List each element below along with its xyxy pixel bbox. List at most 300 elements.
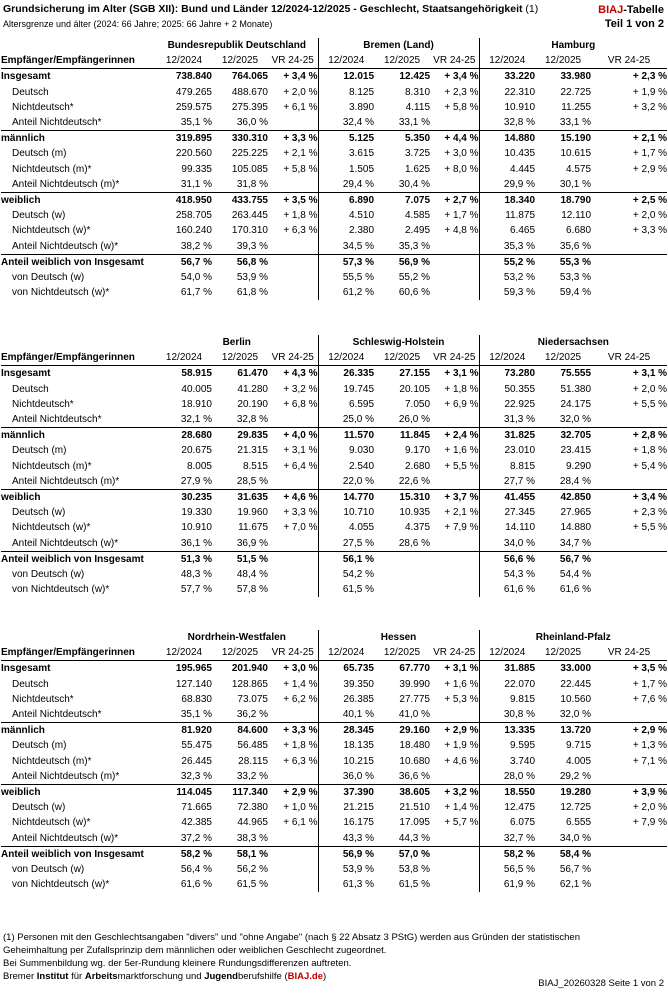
row-label: Deutsch (w) [12, 802, 66, 814]
change-value: + 3,3 % [268, 723, 318, 739]
table-row [1, 707, 667, 723]
count-value: 11.255 [561, 101, 592, 113]
count-value: 33.220 [479, 69, 535, 85]
count-value: 41.280 [237, 383, 268, 395]
count-value: 54,2 % [318, 567, 374, 582]
count-value: 9.815 [479, 692, 535, 707]
change-value: + 2,9 % [591, 723, 667, 739]
change-value: + 3,5 % [591, 661, 667, 677]
row-label: Deutsch (w) [12, 507, 66, 519]
change-value: + 1,6 % [444, 678, 479, 690]
change-value: + 7,0 % [283, 522, 318, 534]
row-label: männlich [1, 428, 156, 444]
table-row [1, 551, 667, 567]
table-row [1, 412, 667, 428]
count-value: 58,2 % [156, 846, 212, 862]
change-value [268, 474, 318, 490]
count-value: 488.670 [231, 86, 268, 98]
row-label: Nichtdeutsch* [12, 693, 74, 705]
count-value: 8.005 [186, 460, 212, 472]
row-label: Nichtdeutsch (w)* [12, 225, 91, 237]
change-value: + 6,2 % [283, 693, 318, 705]
row-label: Nichtdeutsch* [12, 398, 74, 410]
row-label: Anteil Nichtdeutsch (w)* [12, 240, 119, 252]
change-value: + 3,3 % [268, 131, 318, 147]
change-value [591, 862, 667, 877]
count-value: 61,3 % [318, 877, 374, 892]
count-value: 61,6 % [180, 879, 212, 891]
column-header-vr: VR 24-25 [607, 647, 651, 659]
count-value: 4.375 [404, 522, 431, 534]
count-value: 53,9 % [236, 271, 268, 283]
change-value [591, 582, 667, 597]
count-value: 28,0 % [479, 769, 535, 785]
count-value: 33,2 % [236, 770, 268, 782]
count-value [374, 582, 430, 597]
column-header-vr: VR 24-25 [433, 55, 476, 67]
count-value: 18.790 [535, 192, 591, 208]
count-value: 55,5 % [318, 270, 374, 285]
change-value: + 6,1 % [283, 817, 318, 829]
count-value: 54,4 % [559, 568, 592, 580]
change-value: + 1,4 % [283, 678, 318, 690]
column-header-vr: VR 24-25 [271, 352, 314, 364]
table-row [1, 443, 667, 458]
count-value: 54,3 % [479, 567, 535, 582]
count-value: 56,5 % [479, 862, 535, 877]
count-value: 19.960 [237, 507, 268, 519]
change-value [591, 474, 667, 490]
page-title [3, 3, 538, 15]
count-value: 29.160 [374, 723, 430, 739]
count-value: 32,0 % [559, 414, 592, 426]
column-header-2024: 12/2024 [479, 350, 535, 366]
count-value: 105.085 [231, 163, 268, 175]
change-value [430, 115, 479, 131]
count-value: 56,9 % [374, 254, 430, 270]
row-label: Anteil weiblich von Insgesamt [1, 254, 156, 270]
row-label: Deutsch [12, 678, 49, 690]
count-value: 22,6 % [398, 475, 431, 487]
change-value: + 3,0 % [268, 661, 318, 677]
count-value: 54,0 % [180, 271, 212, 283]
count-value: 31,3 % [479, 412, 535, 428]
table-row [1, 723, 667, 739]
count-value: 1.625 [404, 163, 431, 175]
change-value: + 6,8 % [283, 398, 318, 410]
table-row [1, 754, 667, 769]
table-row [1, 366, 667, 382]
count-value: 14.880 [560, 522, 592, 534]
change-value [268, 846, 318, 862]
count-value: 8.815 [479, 459, 535, 474]
region-header-row [1, 630, 667, 645]
column-header-2024: 12/2024 [165, 647, 203, 659]
count-value: 59,3 % [479, 285, 535, 300]
change-value [268, 177, 318, 193]
change-value: + 5,8 % [444, 101, 479, 113]
count-value: 26.445 [181, 755, 212, 767]
count-value: 27,7 % [479, 474, 535, 490]
row-label: Deutsch (m) [12, 740, 67, 752]
count-value: 25,0 % [318, 412, 374, 428]
change-value: + 3,9 % [591, 784, 667, 800]
count-value: 6.680 [566, 225, 592, 237]
count-value: 57,3 % [318, 254, 374, 270]
change-value [430, 567, 479, 582]
count-value: 195.965 [156, 661, 212, 677]
count-value: 22.070 [479, 677, 535, 692]
change-value [268, 535, 318, 551]
count-value: 73.280 [479, 366, 535, 382]
count-value: 22.445 [560, 678, 592, 690]
count-value: 2.380 [318, 223, 374, 238]
change-value: + 1,9 % [444, 740, 479, 752]
count-value: 10.435 [479, 146, 535, 161]
change-value [591, 877, 667, 892]
count-value: 37.390 [318, 784, 374, 800]
change-value [591, 567, 667, 582]
column-header-2025: 12/2025 [544, 55, 582, 67]
change-value: + 5,5 % [444, 460, 479, 472]
count-value: 6.465 [479, 223, 535, 238]
count-value: 56,9 % [318, 846, 374, 862]
count-value: 27,5 % [318, 535, 374, 551]
change-value [430, 254, 479, 270]
count-value: 4.055 [318, 520, 374, 535]
change-value: + 5,5 % [632, 522, 668, 534]
count-value: 26.385 [318, 692, 374, 707]
row-label: Insgesamt [1, 366, 156, 382]
row-label: Anteil weiblich von Insgesamt [1, 551, 156, 567]
change-value [591, 285, 667, 300]
count-value: 11.675 [238, 522, 268, 534]
region-name: Nordrhein-Westfalen [187, 632, 286, 644]
count-value: 30,1 % [559, 178, 592, 190]
change-value: + 3,2 % [632, 101, 668, 113]
change-value [430, 177, 479, 193]
count-value: 18.550 [479, 784, 535, 800]
page-info: BIAJ_20260328 Seite 1 von 2 [538, 978, 664, 989]
column-header-vr: VR 24-25 [271, 647, 314, 659]
count-value: 53,8 % [398, 863, 430, 875]
region-name: Bundesrepublik Deutschland [167, 40, 306, 52]
table-row [1, 397, 667, 412]
count-value: 28,4 % [559, 475, 592, 487]
count-value: 55,2 % [479, 254, 535, 270]
change-value [268, 412, 318, 428]
change-value: + 1,8 % [632, 445, 668, 457]
count-value: 114.045 [156, 784, 212, 800]
count-value: 62,1 % [559, 879, 592, 891]
count-value: 27.155 [374, 366, 430, 382]
table-row [1, 769, 667, 785]
count-value: 35,1 % [180, 117, 212, 129]
count-value: 5.350 [374, 131, 430, 147]
change-value: + 2,0 % [283, 86, 318, 98]
count-value: 5.125 [318, 131, 374, 147]
row-label: von Nichtdeutsch (w)* [12, 287, 110, 299]
change-value: + 1,7 % [444, 210, 479, 222]
column-header-row [1, 53, 667, 69]
column-header-2025: 12/2025 [383, 352, 421, 364]
change-value: + 7,9 % [632, 817, 668, 829]
count-value: 59,4 % [559, 287, 592, 299]
corner-cell [1, 38, 156, 53]
count-value: 42.385 [181, 817, 212, 829]
count-value: 2.680 [404, 460, 431, 472]
change-value: + 2,8 % [591, 428, 667, 444]
change-value [268, 707, 318, 723]
count-value: 72.380 [237, 802, 268, 814]
change-value [591, 551, 667, 567]
count-value: 34,5 % [318, 238, 374, 254]
count-value: 56,1 % [318, 551, 374, 567]
table-block-2 [1, 335, 667, 597]
row-label: männlich [1, 723, 156, 739]
count-value: 9.170 [404, 445, 431, 457]
change-value: + 2,5 % [591, 192, 667, 208]
table-row [1, 474, 667, 490]
count-value: 9.595 [479, 738, 535, 753]
change-value: + 3,4 % [591, 489, 667, 505]
count-value: 3.725 [404, 148, 431, 160]
change-value: + 1,7 % [632, 678, 668, 690]
change-value: + 2,4 % [430, 428, 479, 444]
count-value: 738.840 [156, 69, 212, 85]
count-value: 7.050 [404, 398, 431, 410]
count-value: 22,0 % [318, 474, 374, 490]
table-block-3 [1, 630, 667, 892]
count-value: 36,2 % [236, 709, 268, 721]
change-value [591, 830, 667, 846]
row-label: Anteil Nichtdeutsch* [12, 709, 102, 721]
count-value: 6.555 [565, 817, 592, 829]
change-value: + 1,7 % [632, 148, 668, 160]
row-label: von Nichtdeutsch (w)* [12, 584, 110, 596]
table-row [1, 567, 667, 582]
count-value: 56,6 % [479, 551, 535, 567]
table-row [1, 661, 667, 677]
count-value: 11.570 [318, 428, 374, 444]
change-value: + 1,4 % [444, 802, 479, 814]
count-value: 18.480 [399, 740, 430, 752]
count-value: 9.030 [318, 443, 374, 458]
count-value: 14.110 [479, 520, 535, 535]
region-header-row [1, 38, 667, 53]
region-name: Bremen (Land) [318, 38, 479, 53]
count-value: 201.940 [212, 661, 268, 677]
count-value: 28.680 [156, 428, 212, 444]
count-value: 127.140 [175, 678, 212, 690]
table-row [1, 877, 667, 892]
count-value: 61,6 % [479, 582, 535, 597]
table-row [1, 285, 667, 300]
table-row [1, 784, 667, 800]
count-value: 23.415 [560, 445, 592, 457]
count-value: 39,3 % [236, 240, 268, 252]
column-header-2024: 12/2024 [479, 645, 535, 661]
column-header-vr: VR 24-25 [607, 352, 651, 364]
change-value [430, 535, 479, 551]
count-value: 764.065 [212, 69, 268, 85]
count-value: 33,1 % [398, 117, 431, 129]
count-value: 19.330 [181, 507, 212, 519]
row-label: Insgesamt [1, 69, 156, 85]
count-value: 58,4 % [535, 846, 591, 862]
count-value: 38,3 % [236, 832, 268, 844]
table-row [1, 815, 667, 830]
column-header-vr: VR 24-25 [607, 55, 651, 67]
column-header-2025: 12/2025 [383, 55, 421, 67]
count-value: 32,7 % [479, 830, 535, 846]
corner-cell [1, 335, 156, 350]
organization-link[interactable]: BIAJ.de [287, 971, 323, 982]
row-label: Anteil Nichtdeutsch* [12, 414, 102, 426]
row-label: von Deutsch (w) [12, 863, 85, 875]
count-value: 20.675 [181, 445, 212, 457]
count-value: 6.890 [318, 192, 374, 208]
change-value [268, 582, 318, 597]
count-value: 61,9 % [479, 877, 535, 892]
count-value: 12.425 [374, 69, 430, 85]
count-value: 39.350 [318, 677, 374, 692]
change-value: + 2,3 % [632, 507, 668, 519]
count-value: 23.010 [479, 443, 535, 458]
table-row [1, 738, 667, 753]
change-value: + 3,4 % [268, 69, 318, 85]
count-value: 32,0 % [559, 709, 592, 721]
change-value: + 5,5 % [632, 398, 668, 410]
change-value: + 2,0 % [632, 383, 668, 395]
table-block-1 [1, 38, 667, 300]
count-value: 12.475 [479, 800, 535, 815]
count-value: 14.770 [318, 489, 374, 505]
count-value: 20.190 [237, 398, 268, 410]
title-footnote-ref: (1) [525, 3, 539, 15]
column-header-vr: VR 24-25 [433, 352, 476, 364]
count-value: 56,7 % [156, 254, 212, 270]
change-value: + 3,5 % [268, 192, 318, 208]
count-value: 57,7 % [180, 584, 212, 596]
change-value: + 6,4 % [283, 460, 318, 472]
change-value: + 4,8 % [444, 225, 479, 237]
count-value: 30.235 [156, 489, 212, 505]
count-value: 53,3 % [559, 271, 592, 283]
count-value: 61,8 % [236, 287, 268, 299]
change-value: + 2,1 % [444, 507, 479, 519]
count-value: 71.665 [181, 802, 212, 814]
table-row [1, 192, 667, 208]
count-value: 10.710 [318, 505, 374, 520]
change-value [591, 707, 667, 723]
region-header-row [1, 335, 667, 350]
count-value: 30,4 % [398, 178, 431, 190]
table-row [1, 270, 667, 285]
count-value: 13.720 [535, 723, 591, 739]
count-value: 36,9 % [236, 537, 268, 549]
footnote-1-line-1: (1) Personen mit den Geschlechtsangaben "divers" und "ohne Angabe" (nach § 22 Absatz 3 PStG) werden aus Gründen der statistischen [3, 932, 580, 943]
change-value: + 7,6 % [632, 693, 668, 705]
change-value: + 3,1 % [430, 661, 479, 677]
change-value: + 5,4 % [632, 460, 668, 472]
row-label: männlich [1, 131, 156, 147]
count-value: 32,8 % [236, 414, 268, 426]
table-row [1, 115, 667, 131]
count-value: 2.540 [318, 459, 374, 474]
count-value: 55,2 % [398, 271, 431, 283]
count-value: 29,9 % [479, 177, 535, 193]
footnote-rounding: Bei Summenbildung wg. der 5er-Rundung kleinere Rundungsdifferenzen auftreten. [3, 958, 352, 969]
count-value: 259.575 [175, 101, 212, 113]
change-value: + 3,2 % [430, 784, 479, 800]
count-value: 61,5 % [318, 582, 374, 597]
count-value: 15.310 [374, 489, 430, 505]
table-row [1, 862, 667, 877]
table-row [1, 382, 667, 397]
table-row [1, 177, 667, 193]
table-row [1, 800, 667, 815]
row-label: von Nichtdeutsch (w)* [12, 879, 110, 891]
table-row [1, 223, 667, 238]
count-value: 31.885 [479, 661, 535, 677]
count-value: 61,7 % [180, 287, 212, 299]
count-value: 1.505 [318, 162, 374, 177]
row-label: Anteil Nichtdeutsch (m)* [12, 770, 120, 782]
count-value: 33,1 % [559, 117, 592, 129]
count-value: 26.335 [318, 366, 374, 382]
count-value [374, 567, 430, 582]
count-value: 37,2 % [180, 832, 212, 844]
count-value: 8.515 [242, 460, 268, 472]
row-label: von Deutsch (w) [12, 568, 85, 580]
count-value: 50.355 [479, 382, 535, 397]
table-row [1, 692, 667, 707]
count-value: 44.965 [237, 817, 268, 829]
region-name: Niedersachsen [479, 335, 667, 350]
count-value: 56,2 % [236, 863, 268, 875]
organization-line: Bremer Institut für Arbeitsmarktforschung und Jugendberufshilfe (BIAJ.de) [3, 971, 327, 982]
count-value: 4.585 [404, 210, 431, 222]
change-value [268, 862, 318, 877]
count-value: 56.485 [237, 740, 268, 752]
count-value: 31.825 [479, 428, 535, 444]
table-row [1, 146, 667, 161]
count-value: 36,6 % [398, 770, 430, 782]
change-value: + 3,4 % [430, 69, 479, 85]
change-value: + 2,9 % [632, 163, 668, 175]
footnote-1-line-2: Geheimhaltung per Zufallsprinzip dem männlichen oder weiblichen Geschlecht zugeordnet. [3, 945, 387, 956]
change-value [268, 769, 318, 785]
count-value: 10.910 [479, 100, 535, 115]
count-value: 19.280 [535, 784, 591, 800]
change-value [268, 551, 318, 567]
change-value [268, 830, 318, 846]
change-value: + 4,4 % [430, 131, 479, 147]
change-value [430, 877, 479, 892]
count-value: 56,7 % [559, 863, 592, 875]
row-label: weiblich [1, 489, 156, 505]
count-value: 29,2 % [559, 770, 592, 782]
count-value: 15.190 [535, 131, 591, 147]
count-value: 58,2 % [479, 846, 535, 862]
count-value: 55,3 % [535, 254, 591, 270]
count-value: 60,6 % [398, 287, 431, 299]
count-value: 21.510 [399, 802, 430, 814]
table-tag [598, 3, 664, 31]
count-value: 220.560 [175, 148, 212, 160]
column-header-2024: 12/2024 [318, 350, 374, 366]
